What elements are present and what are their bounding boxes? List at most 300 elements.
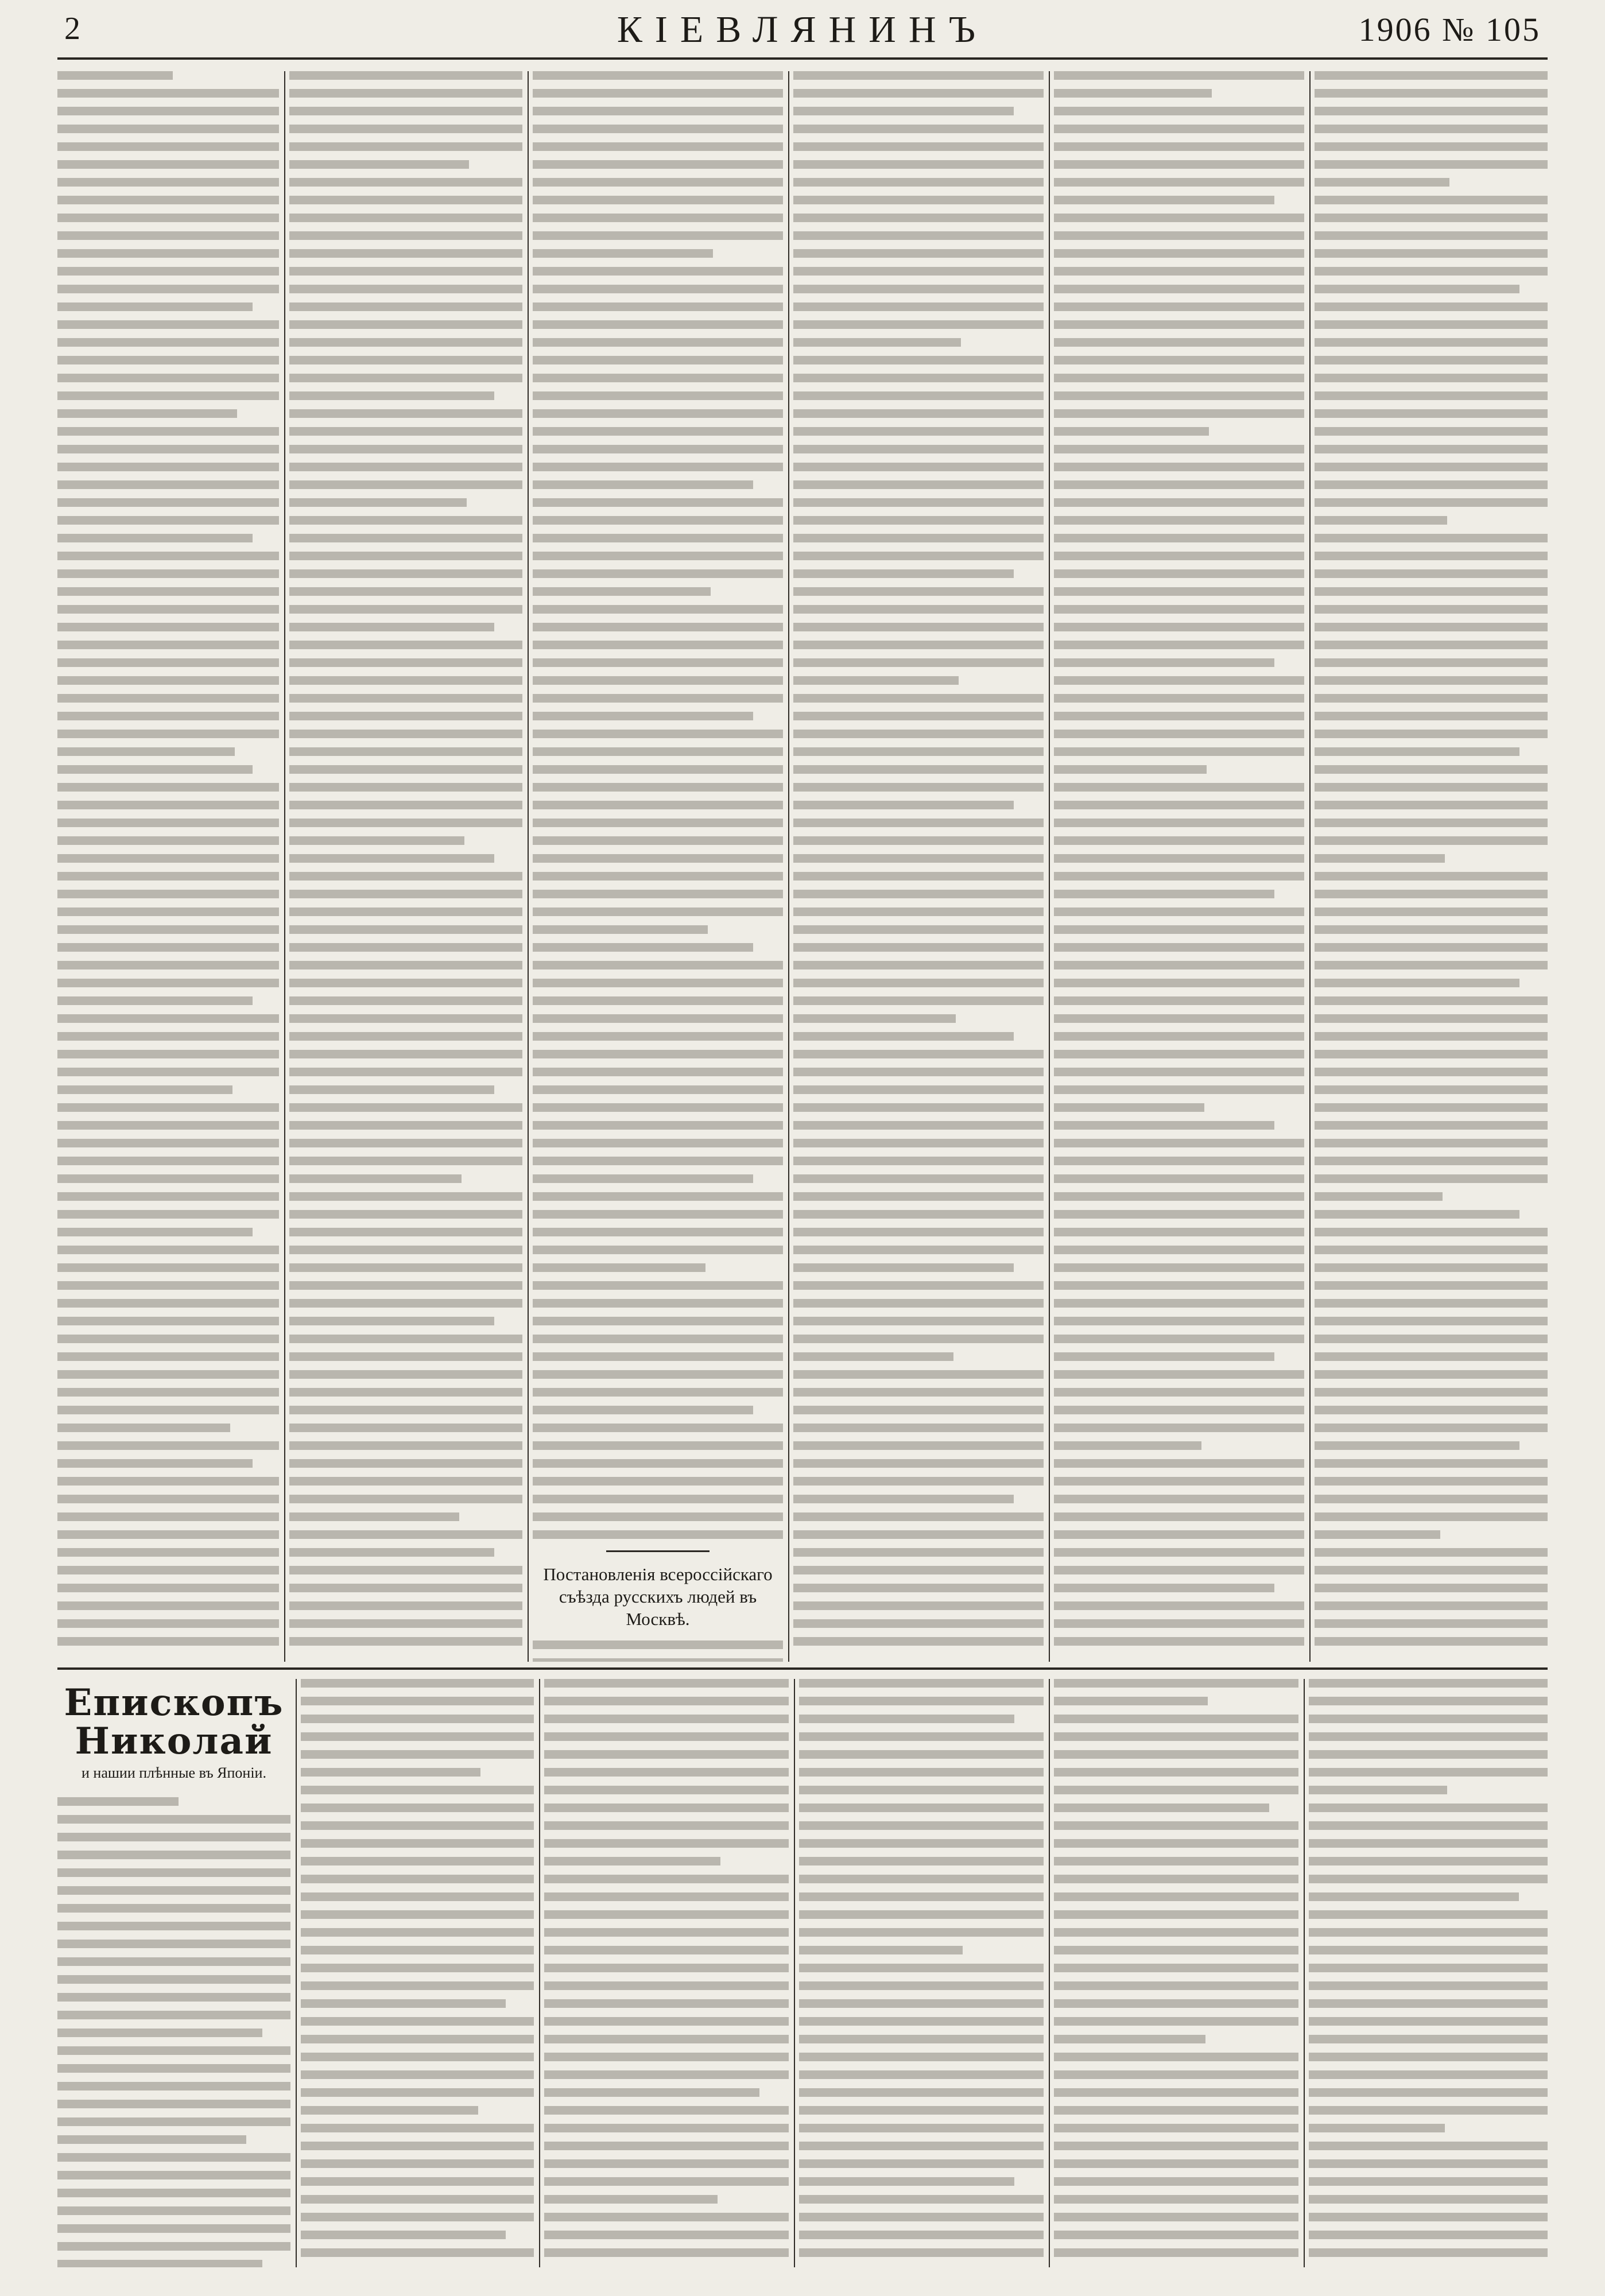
text-line: [57, 552, 279, 560]
text-line: [533, 71, 783, 80]
text-line: [1054, 107, 1304, 115]
text-line: [799, 2088, 1044, 2097]
text-line: [799, 2177, 1014, 2186]
text-line: [57, 872, 279, 881]
text-line: [57, 1619, 279, 1628]
text-line: [1054, 1821, 1298, 1830]
text-line: [301, 1928, 534, 1937]
text-line: [289, 872, 522, 881]
text-line: [57, 374, 279, 382]
text-line: [1309, 1750, 1548, 1759]
text-line: [1054, 1768, 1298, 1777]
text-line: [544, 1804, 789, 1812]
text-line: [301, 1732, 534, 1741]
text-line: [799, 1964, 1044, 1972]
text-line: [1315, 783, 1548, 792]
text-line: [1315, 160, 1548, 169]
text-line: [57, 302, 253, 311]
text-line: [799, 1875, 1044, 1883]
text-line: [1054, 1857, 1298, 1865]
text-line: [57, 1299, 279, 1308]
text-line: [1315, 979, 1519, 987]
text-line: [1054, 1928, 1298, 1937]
text-line: [793, 783, 1044, 792]
text-line: [1315, 694, 1548, 703]
text-line: [1054, 2070, 1298, 2079]
text-line: [289, 765, 522, 774]
text-line: [289, 1317, 494, 1325]
text-line: [301, 2195, 534, 2204]
text-line: [57, 730, 279, 738]
text-line: [57, 1050, 279, 1058]
text-line: [57, 71, 173, 80]
text-line: [1315, 1121, 1548, 1130]
text-line: [289, 1263, 522, 1272]
text-line: [1315, 1210, 1519, 1219]
text-line: [793, 890, 1044, 898]
text-line: [1054, 2017, 1298, 2026]
text-line: [1054, 338, 1304, 347]
text-line: [533, 836, 783, 845]
text-line: [793, 801, 1014, 809]
upper-column-2: [289, 71, 522, 1662]
text-line: [57, 320, 279, 329]
text-line: [289, 801, 522, 809]
text-line: [1309, 1981, 1548, 1990]
text-line: [1309, 2106, 1548, 2115]
text-line: [289, 979, 522, 987]
text-line: [533, 1370, 783, 1379]
text-line: [533, 569, 783, 578]
text-line: [1315, 1335, 1548, 1343]
text-line: [533, 801, 783, 809]
text-line: [1315, 196, 1548, 204]
text-line: [289, 1014, 522, 1023]
text-line: [1315, 1566, 1548, 1574]
text-line: [1309, 2070, 1548, 2079]
text-line: [1309, 1679, 1548, 1688]
text-line: [1315, 391, 1548, 400]
text-line: [533, 641, 783, 649]
text-line: [1315, 1352, 1548, 1361]
text-line: [1309, 2035, 1548, 2043]
text-line: [1054, 1981, 1298, 1990]
text-line: [1054, 534, 1304, 542]
text-line: [57, 89, 279, 98]
text-line: [1315, 534, 1548, 542]
text-line: [793, 391, 1044, 400]
text-line: [1054, 89, 1212, 98]
text-line: [799, 2106, 1044, 2115]
text-line: [289, 1530, 522, 1539]
text-line: [57, 1121, 279, 1130]
text-line: [57, 2189, 290, 2197]
text-line: [1054, 71, 1304, 80]
upper-column-separator: [1309, 71, 1311, 1662]
text-line: [57, 1085, 232, 1094]
text-line: [57, 783, 279, 792]
text-line: [1054, 783, 1304, 792]
text-line: [533, 979, 783, 987]
text-line: [544, 1946, 789, 1954]
text-line: [799, 2159, 1044, 2168]
text-line: [1054, 1875, 1298, 1883]
text-line: [301, 2177, 534, 2186]
text-line: [57, 1441, 279, 1450]
text-line: [793, 249, 1044, 258]
text-line: [544, 1715, 789, 1723]
text-line: [793, 925, 1044, 934]
text-line: [1054, 1892, 1298, 1901]
text-line: [1315, 819, 1548, 827]
text-line: [793, 730, 1044, 738]
text-line: [533, 409, 783, 418]
text-line: [1315, 516, 1447, 525]
text-line: [533, 1174, 753, 1183]
text-line: [1315, 1495, 1548, 1503]
upper-column-1: [57, 71, 279, 1662]
text-line: [301, 2053, 534, 2061]
lower-column-2: [301, 1679, 534, 2267]
text-line: [1054, 1424, 1304, 1432]
text-line: [1315, 1085, 1548, 1094]
text-line: [289, 641, 522, 649]
text-line: [1054, 1839, 1298, 1848]
text-line: [1315, 249, 1548, 258]
text-line: [544, 2035, 789, 2043]
text-line: [1054, 1964, 1298, 1972]
text-line: [793, 819, 1044, 827]
text-line: [793, 1139, 1044, 1147]
text-line: [533, 534, 783, 542]
text-line: [289, 1512, 459, 1521]
text-line: [793, 943, 1044, 952]
text-line: [793, 1103, 1044, 1112]
text-line: [533, 285, 783, 293]
text-line: [1309, 1964, 1548, 1972]
text-line: [799, 1892, 1044, 1901]
text-line: [1315, 320, 1548, 329]
text-line: [1054, 2053, 1298, 2061]
text-line: [1315, 1370, 1548, 1379]
text-line: [544, 1999, 789, 2008]
text-line: [1309, 1839, 1548, 1848]
text-line: [301, 1679, 534, 1688]
text-line: [301, 1981, 534, 1990]
text-line: [533, 427, 783, 436]
text-line: [57, 1406, 279, 1414]
text-line: [289, 1495, 522, 1503]
text-line: [799, 1804, 1044, 1812]
lower-column-separator: [794, 1679, 795, 2267]
text-line: [1315, 107, 1548, 115]
text-line: [289, 356, 522, 364]
text-line: [1054, 1406, 1304, 1414]
text-line: [57, 1922, 290, 1930]
text-line: [544, 2159, 789, 2168]
text-line: [289, 445, 522, 453]
text-line: [57, 1210, 279, 1219]
text-line: [1315, 907, 1548, 916]
text-line: [1054, 480, 1304, 489]
text-line: [1054, 1335, 1304, 1343]
text-line: [793, 534, 1044, 542]
text-line: [1054, 2035, 1205, 2043]
text-line: [301, 2231, 506, 2239]
text-line: [1315, 1192, 1443, 1201]
text-line: [533, 1335, 783, 1343]
text-line: [57, 1584, 279, 1592]
text-line: [533, 89, 783, 98]
text-line: [1054, 1477, 1304, 1486]
text-line: [57, 178, 279, 187]
text-line: [57, 943, 279, 952]
text-line: [1315, 1157, 1548, 1165]
text-line: [301, 2070, 534, 2079]
text-line: [301, 1750, 534, 1759]
text-line: [57, 1014, 279, 1023]
text-line: [289, 1032, 522, 1041]
text-line: [793, 1441, 1044, 1450]
text-line: [289, 1157, 522, 1165]
text-line: [1054, 1619, 1304, 1628]
text-line: [793, 961, 1044, 969]
text-line: [57, 1103, 279, 1112]
text-line: [793, 765, 1044, 774]
text-line: [301, 1786, 534, 1794]
text-line: [799, 1732, 1044, 1741]
text-line: [289, 267, 522, 276]
lower-column-4: [799, 1679, 1044, 2267]
text-line: [544, 2124, 789, 2132]
text-line: [57, 2153, 290, 2162]
text-line: [1315, 1477, 1548, 1486]
text-line: [289, 1103, 522, 1112]
text-line: [533, 1352, 783, 1361]
text-line: [1054, 712, 1304, 720]
text-line: [533, 142, 783, 151]
text-line: [1054, 267, 1304, 276]
text-line: [533, 1263, 705, 1272]
upper-column-separator: [284, 71, 285, 1662]
text-line: [57, 676, 279, 685]
text-line: [793, 1619, 1044, 1628]
text-line: [533, 480, 753, 489]
page-number: 2: [64, 11, 80, 46]
text-line: [1054, 1068, 1304, 1076]
text-line: [1315, 178, 1449, 187]
text-line: [799, 1999, 1044, 2008]
text-line: [793, 1174, 1044, 1183]
text-line: [289, 391, 494, 400]
text-line: [1054, 1192, 1304, 1201]
text-line: [793, 1121, 1044, 1130]
text-line: [544, 2177, 789, 2186]
text-line: [1054, 1157, 1304, 1165]
text-line: [793, 1459, 1044, 1468]
text-line: [793, 623, 1044, 631]
text-line: [533, 231, 783, 240]
text-line: [533, 1441, 783, 1450]
text-line: [57, 1637, 279, 1646]
text-line: [1054, 1441, 1201, 1450]
text-line: [289, 890, 522, 898]
text-line: [1315, 480, 1548, 489]
text-line: [793, 320, 1044, 329]
text-line: [57, 2011, 290, 2019]
text-line: [1054, 676, 1304, 685]
text-line: [301, 1715, 534, 1723]
text-line: [289, 1299, 522, 1308]
text-line: [799, 1839, 1044, 1848]
text-line: [1315, 231, 1548, 240]
text-line: [1309, 1892, 1519, 1901]
text-line: [799, 1857, 1044, 1865]
text-line: [289, 196, 522, 204]
text-line: [289, 214, 522, 222]
text-line: [1315, 285, 1519, 293]
text-line: [1054, 1352, 1274, 1361]
text-line: [544, 2231, 789, 2239]
text-line: [533, 1512, 783, 1521]
text-line: [793, 302, 1044, 311]
text-line: [1054, 249, 1304, 258]
text-line: [544, 1981, 789, 1990]
text-line: [57, 196, 279, 204]
text-line: [1309, 2248, 1548, 2257]
text-line: [289, 1121, 522, 1130]
text-line: [1315, 925, 1548, 934]
text-line: [1054, 552, 1304, 560]
text-line: [544, 1857, 720, 1865]
text-line: [1054, 1637, 1304, 1646]
text-line: [289, 516, 522, 525]
text-line: [1054, 214, 1304, 222]
upper-column-separator: [1049, 71, 1050, 1662]
heading-subtitle: и нашии плѣнные въ Японіи.: [82, 1764, 266, 1782]
text-line: [1315, 943, 1548, 952]
text-line: [1309, 1910, 1548, 1919]
text-line: [793, 445, 1044, 453]
text-line: [57, 1424, 230, 1432]
text-line: [57, 2100, 290, 2108]
text-line: [793, 1406, 1044, 1414]
text-line: [57, 534, 253, 542]
text-line: [1315, 1601, 1548, 1610]
text-line: [1054, 2124, 1298, 2132]
text-line: [1309, 2177, 1548, 2186]
text-line: [533, 125, 783, 133]
text-line: [1054, 872, 1304, 881]
text-line: [289, 925, 522, 934]
text-line: [1315, 1388, 1548, 1397]
text-line: [1054, 730, 1304, 738]
text-line: [289, 1174, 462, 1183]
text-line: [57, 961, 279, 969]
text-line: [533, 320, 783, 329]
text-line: [1054, 1370, 1304, 1379]
text-line: [1054, 747, 1304, 756]
text-line: [57, 463, 279, 471]
text-line: [289, 338, 522, 347]
text-line: [793, 1068, 1044, 1076]
text-line: [1054, 2159, 1298, 2168]
text-line: [793, 1263, 1014, 1272]
text-line: [289, 1441, 522, 1450]
text-line: [57, 516, 279, 525]
text-line: [544, 2106, 789, 2115]
text-line: [793, 125, 1044, 133]
text-line: [301, 2213, 534, 2221]
text-line: [793, 1370, 1044, 1379]
text-line: [533, 747, 783, 756]
text-line: [289, 836, 464, 845]
text-line: [57, 1601, 279, 1610]
text-line: [57, 1335, 279, 1343]
text-line: [1054, 356, 1304, 364]
text-line: [544, 2053, 789, 2061]
text-line: [544, 2088, 759, 2097]
text-line: [1054, 1139, 1304, 1147]
text-line: [57, 2171, 290, 2179]
text-line: [533, 943, 753, 952]
text-line: [544, 1679, 789, 1688]
text-line: [533, 498, 783, 507]
text-line: [1054, 907, 1304, 916]
text-line: [544, 1839, 789, 1848]
text-line: [1054, 142, 1304, 151]
text-line: [799, 2017, 1044, 2026]
text-line: [289, 1584, 522, 1592]
text-line: [1315, 641, 1548, 649]
text-line: [1309, 1804, 1548, 1812]
text-line: [793, 712, 1044, 720]
text-line: [793, 409, 1044, 418]
text-line: [1054, 1281, 1304, 1290]
text-line: [793, 1601, 1044, 1610]
text-line: [1309, 2142, 1548, 2150]
text-line: [544, 1892, 789, 1901]
text-line: [289, 89, 522, 98]
text-line: [1315, 605, 1548, 614]
text-line: [301, 1892, 534, 1901]
text-line: [793, 285, 1044, 293]
text-line: [1054, 178, 1304, 187]
text-line: [533, 1317, 783, 1325]
text-line: [1054, 836, 1304, 845]
text-line: [533, 391, 783, 400]
text-line: [544, 2142, 789, 2150]
text-line: [1309, 2195, 1548, 2204]
text-line: [1054, 2088, 1298, 2097]
text-line: [793, 178, 1044, 187]
text-line: [793, 516, 1044, 525]
text-line: [1054, 890, 1274, 898]
text-line: [57, 160, 279, 169]
text-line: [289, 498, 467, 507]
text-line: [1054, 302, 1304, 311]
text-line: [289, 676, 522, 685]
congress-caption: Постановленія всероссійскаго съѣзда русскихъ людей въ Москвѣ.: [543, 1564, 773, 1629]
text-line: [289, 178, 522, 187]
text-line: [533, 925, 708, 934]
text-line: [289, 730, 522, 738]
text-line: [57, 836, 279, 845]
text-line: [57, 142, 279, 151]
text-line: [544, 2248, 789, 2257]
text-line: [1315, 1299, 1548, 1308]
text-line: [57, 231, 279, 240]
